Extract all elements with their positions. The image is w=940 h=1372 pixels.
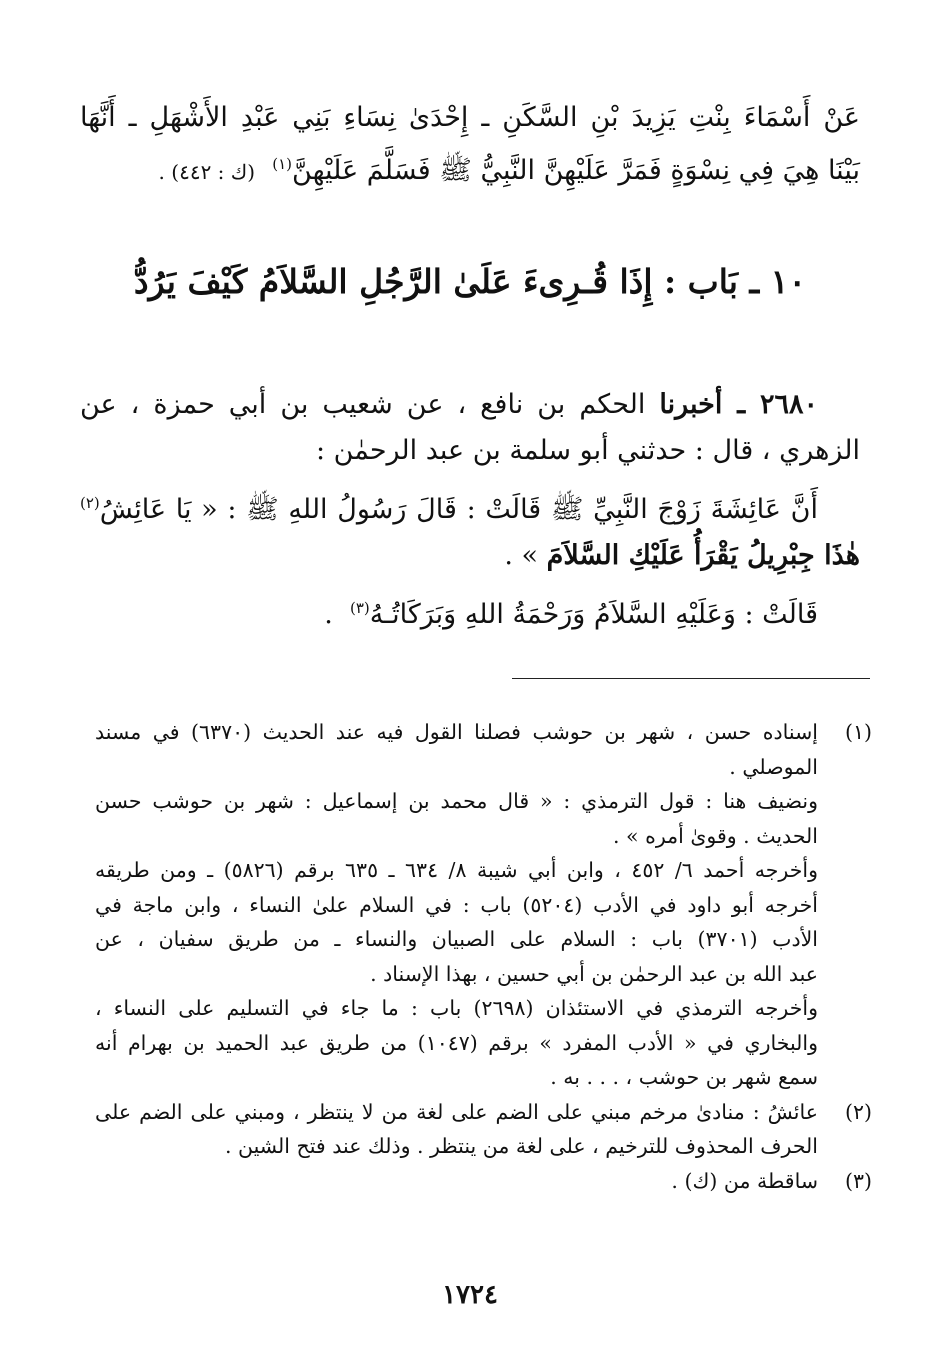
- top-hadith: [80, 95, 860, 195]
- footnote-number: (١): [844, 720, 872, 744]
- matn-line-2: [80, 533, 860, 579]
- footnote-number: (٣): [844, 1168, 872, 1193]
- matn-line-1-text: أَنَّ عَائِشَةَ زَوْجَ النَّبِيِّ ﷺ قَالَتْ : قَالَ رَسُولُ اللهِ ﷺ : « يَا عَائِشُ: [99, 494, 818, 525]
- hadith-number: ٢٦٨٠ ـ أخبرنا: [659, 389, 818, 420]
- page-number: ١٧٢٤: [442, 1280, 498, 1310]
- footnote-line: عائشُ : منادىٰ مرخم مبني على الضم على لغة من لا ينتظر ، ومبني على الضم على: [95, 1099, 818, 1124]
- footnote-line: وأخرجه الترمذي في الاستئذان (٢٦٩٨) باب : ما جاء في التسليم على النساء ،: [95, 996, 818, 1020]
- footnote-line: والبخاري في « الأدب المفرد » برقم (١٠٤٧) من طريق عبد الحميد بن بهرام أنه: [95, 1030, 818, 1055]
- footnote-number: (٢): [844, 1099, 872, 1124]
- isnad-line-1: [80, 382, 860, 428]
- footnotes: [95, 715, 872, 1198]
- top-hadith-line-2: [80, 141, 860, 195]
- hadith-2680: [80, 382, 860, 638]
- matn-bold-text: هٰذَا جِبْرِيلُ يَقْرَأُ عَلَيْكِ السَّلاَمَ: [546, 540, 860, 571]
- footnote-line: إسناده حسن ، شهر بن حوشب فصلنا القول فيه عند الحديث (٦٣٧٠) في مسند: [95, 720, 818, 744]
- footnote-line: سمع شهر بن حوشب ، . . . به .: [550, 1065, 818, 1089]
- footnote-line: ساقطة من (ك) .: [671, 1168, 818, 1193]
- footnote-2: [95, 1095, 872, 1164]
- footnote-line: ونضيف هنا : قول الترمذي : « قال محمد بن إسماعيل : شهر بن حوشب حسن: [95, 789, 818, 813]
- footnote-1: [95, 715, 872, 1095]
- footnote-line: وأخرجه أحمد ٦/ ٤٥٢ ، وابن أبي شيبة ٨/ ٦٣٤ ـ ٦٣٥ برقم (٥٨٢٦) ـ ومن طريقه: [95, 858, 818, 882]
- matn-line-2-end: » .: [504, 540, 539, 571]
- footnote-separator: [512, 678, 870, 679]
- footnote-marker-2: (٢): [80, 494, 100, 512]
- isnad-line-2: الزهري ، قال : حدثني أبو سلمة بن عبد الرحمٰن :: [316, 435, 860, 466]
- footnote-line: الحرف المحذوف للترخيم ، على لغة من ينتظر . وذلك عند فتح الشين .: [224, 1134, 818, 1158]
- reply-line: [80, 585, 860, 638]
- footnote-marker-1: (١): [272, 155, 293, 173]
- footnote-line: عبد الله بن عبد الرحمٰن بن أبي حسين ، بهذا الإسناد .: [370, 961, 818, 986]
- matn-line-1: [80, 480, 860, 533]
- footnote-3: [95, 1164, 872, 1199]
- reply-text: قَالَتْ : وَعَلَيْهِ السَّلاَمُ وَرَحْمَةُ اللهِ وَبَرَكَاتُـهُ: [369, 599, 818, 630]
- footnote-marker-3: (٣): [349, 599, 370, 617]
- isnad-line-1-rest: الحكم بن نافع ، عن شعيب بن أبي حمزة ، عن: [80, 389, 646, 420]
- footnote-line: أخرجه أبو داود في الأدب (٥٢٠٤) باب : في السلام علىٰ النساء ، وابن ماجة في: [95, 892, 818, 917]
- top-hadith-line-1: عَنْ أَسْمَاءَ بِنْتِ يَزِيدَ بْنِ السَّكَنِ ـ إِحْدَىٰ نِسَاءِ بَنِي عَبْدِ الأَشْهَلِ ـ أَنَّهَا: [80, 102, 860, 133]
- footnote-line: الموصلي .: [729, 754, 818, 779]
- chapter-heading: ١٠ ـ بَاب : إِذَا قُـرِىءَ عَلَىٰ الرَّجُلِ السَّلاَمُ كَيْفَ يَرُدُّ: [133, 262, 807, 301]
- reply-end: .: [324, 599, 333, 630]
- footnote-line: الأدب (٣٧٠١) باب : السلام على الصبيان والنساء ـ من طريق سفيان ، عن: [95, 927, 818, 951]
- source-reference: (ك : ٤٤٢) .: [158, 160, 256, 184]
- footnote-line: الحديث . وقوىٰ أمره » .: [613, 823, 818, 848]
- top-hadith-line-2-text: بَيْنَا هِيَ فِي نِسْوَةٍ فَمَرَّ عَلَيْهِنَّ النَّبِيُّ ﷺ فَسَلَّمَ عَلَيْهِنَّ: [292, 155, 860, 186]
